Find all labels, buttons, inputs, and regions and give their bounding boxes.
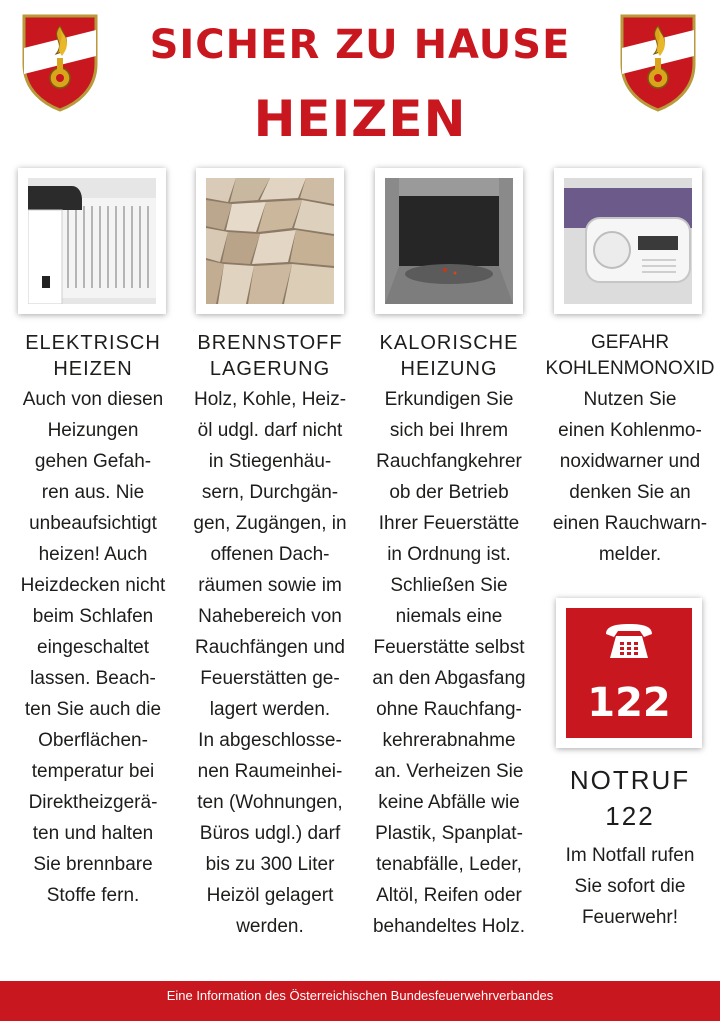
column-body: Auch von diesen Heizungen gehen Gefah- ren aus. Nie unbeaufsichtigt heizen! Auch Heizdecken nicht beim Schlafen eingeschaltet lassen. Beach- ten Sie auch die Oberflächen- temperatur bei Direktheizgerä- ten und halten Sie brennbare Stoffe fern.: [20, 389, 166, 906]
column-heading: ELEKTRISCH HEIZEN: [25, 332, 161, 380]
column-body: Nutzen Sie einen Kohlenmo- noxidwarner und denken Sie an einen Rauchwarn- melder.: [552, 389, 708, 565]
emergency-badge: [556, 598, 702, 748]
page-subtitle: HEIZEN: [253, 90, 467, 148]
column-carbon-monoxide: [540, 330, 720, 570]
column-heading: KALORISCHE HEIZUNG: [379, 332, 519, 380]
column-heading: BRENNSTOFF LAGERUNG: [197, 332, 343, 380]
column-fuel-storage: [184, 330, 356, 942]
column-heading: GEFAHR KOHLENMONOXID: [545, 332, 715, 379]
page-title: SICHER ZU HAUSE: [149, 22, 571, 68]
co-detector-photo: [554, 168, 702, 314]
footer-banner: Eine Information des Österreichischen Bundesfeuerwehrverbandes: [0, 981, 720, 1021]
column-body: Erkundigen Sie sich bei Ihrem Rauchfangkehrer ob der Betrieb Ihrer Feuerstätte in Ordnung ist. Schließen Sie niemals eine Feuerstätte selbst an den Abgasfang ohne Rauchfang- kehrerabnahme an. Verheizen Sie keine Abfälle wie Plastik, Spanplat- tenabfälle, Leder, Altöl, Reifen oder behandeltes Holz.: [372, 389, 526, 937]
emergency-text: Im Notfall rufen Sie sofort die Feuerwehr!: [565, 845, 695, 928]
column-body: Holz, Kohle, Heiz- öl udgl. darf nicht in Stiegenhäu- sern, Durchgän- gen, Zugängen, in offenen Dach- räumen sowie im Nahebereich von Rauchfängen und Feuerstätten ge- lagert werden. In abgeschlosse- nen Raumeinhei- ten (Wohnungen, Büros udgl.) darf bis zu 300 Liter Heizöl gelagert werden.: [193, 389, 347, 937]
firewood-photo: [196, 168, 344, 314]
column-caloric-heating: [362, 330, 536, 942]
emergency-number-badge: 122: [587, 680, 671, 726]
electric-heater-photo: [18, 168, 166, 314]
emergency-heading: NOTRUF 122: [569, 765, 691, 831]
furnace-photo: [375, 168, 523, 314]
telephone-icon: [604, 622, 654, 662]
column-electric-heating: [8, 330, 178, 911]
